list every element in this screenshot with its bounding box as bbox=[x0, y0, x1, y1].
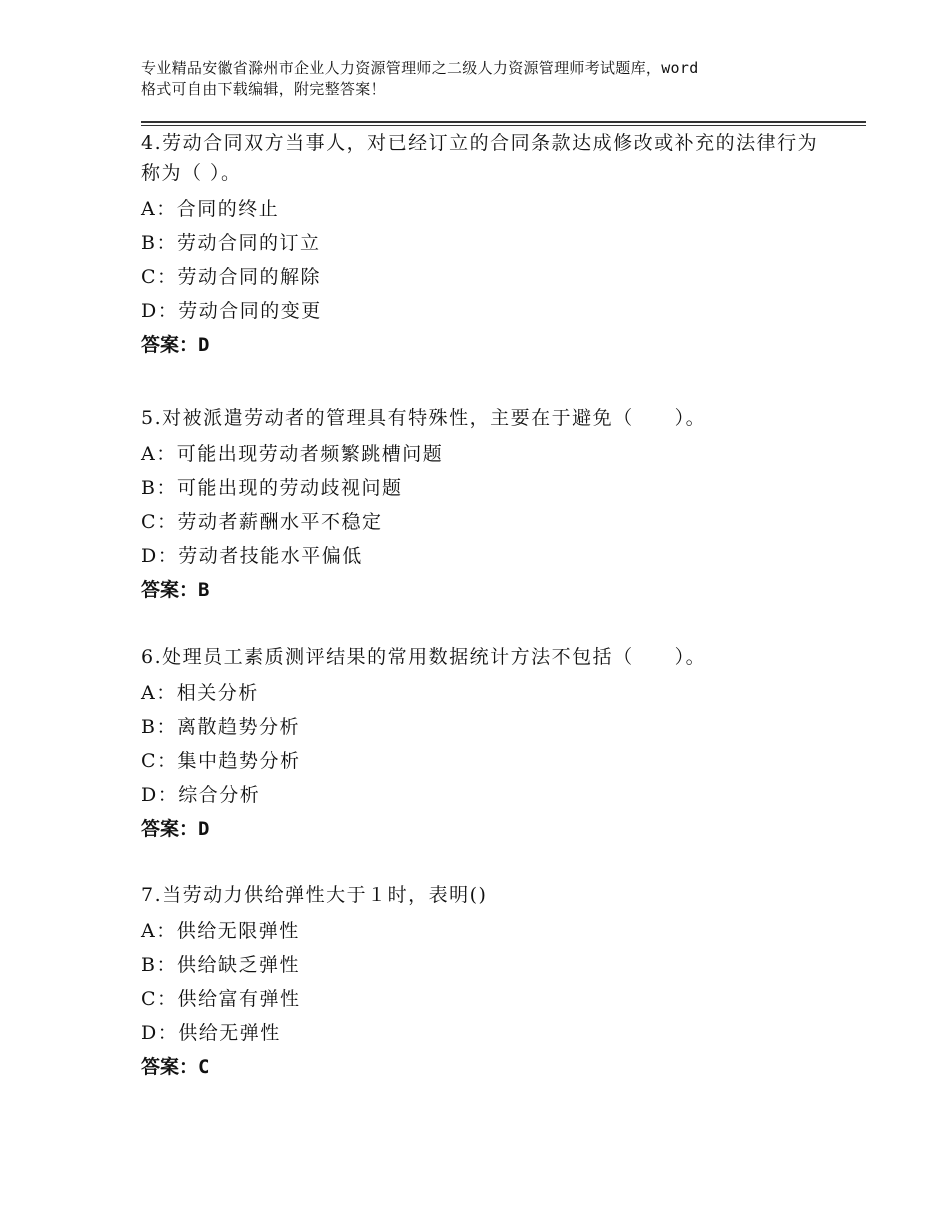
question-stem: 5.对被派遣劳动者的管理具有特殊性，主要在于避免（ ）。 bbox=[141, 407, 707, 429]
option-d: D：劳动者技能水平偏低 bbox=[141, 545, 363, 567]
option-a: A：合同的终止 bbox=[141, 198, 280, 220]
option-a: A：供给无限弹性 bbox=[141, 920, 300, 942]
answer-value: D bbox=[198, 818, 210, 840]
question-stem: 6.处理员工素质测评结果的常用数据统计方法不包括（ ）。 bbox=[141, 646, 707, 668]
header-line-1: 专业精品安徽省滁州市企业人力资源管理师之二级人力资源管理师考试题库，word bbox=[141, 59, 699, 77]
option-d: D：综合分析 bbox=[141, 784, 261, 806]
answer-label: 答案： bbox=[141, 579, 199, 601]
question-stem: 7.当劳动力供给弹性大于１时，表明() bbox=[141, 884, 488, 906]
answer-line bbox=[141, 573, 821, 607]
option-b: B：离散趋势分析 bbox=[141, 716, 300, 738]
option-b: B：供给缺乏弹性 bbox=[141, 954, 300, 976]
option-c: C：劳动合同的解除 bbox=[141, 266, 322, 288]
question-5 bbox=[141, 403, 821, 607]
option-b: B：可能出现的劳动歧视问题 bbox=[141, 477, 403, 499]
option-d: D：供给无弹性 bbox=[141, 1022, 281, 1044]
option-c: C：供给富有弹性 bbox=[141, 988, 301, 1010]
option-c: C：集中趋势分析 bbox=[141, 750, 301, 772]
question-stem: 4.劳动合同双方当事人，对已经订立的合同条款达成修改或补充的法律行为称为（ ）。 bbox=[141, 132, 819, 184]
question-7 bbox=[141, 880, 821, 1084]
header-rule-thick bbox=[141, 121, 866, 123]
header-rule-thin bbox=[141, 125, 866, 126]
answer-line bbox=[141, 328, 821, 362]
question-4 bbox=[141, 128, 821, 362]
option-b: B：劳动合同的订立 bbox=[141, 232, 321, 254]
document-header bbox=[141, 58, 841, 100]
option-a: A：相关分析 bbox=[141, 682, 259, 704]
answer-line bbox=[141, 812, 821, 846]
answer-value: D bbox=[198, 334, 210, 356]
answer-value: B bbox=[198, 579, 210, 601]
header-line-2: 格式可自由下载编辑，附完整答案！ bbox=[141, 80, 386, 98]
option-a: A：可能出现劳动者频繁跳槽问题 bbox=[141, 443, 444, 465]
answer-label: 答案： bbox=[141, 334, 199, 356]
answer-label: 答案： bbox=[141, 1056, 199, 1078]
option-d: D：劳动合同的变更 bbox=[141, 300, 322, 322]
option-c: C：劳动者薪酬水平不稳定 bbox=[141, 511, 383, 533]
answer-line bbox=[141, 1050, 821, 1084]
question-6 bbox=[141, 642, 821, 846]
answer-value: C bbox=[198, 1056, 210, 1078]
answer-label: 答案： bbox=[141, 818, 199, 840]
